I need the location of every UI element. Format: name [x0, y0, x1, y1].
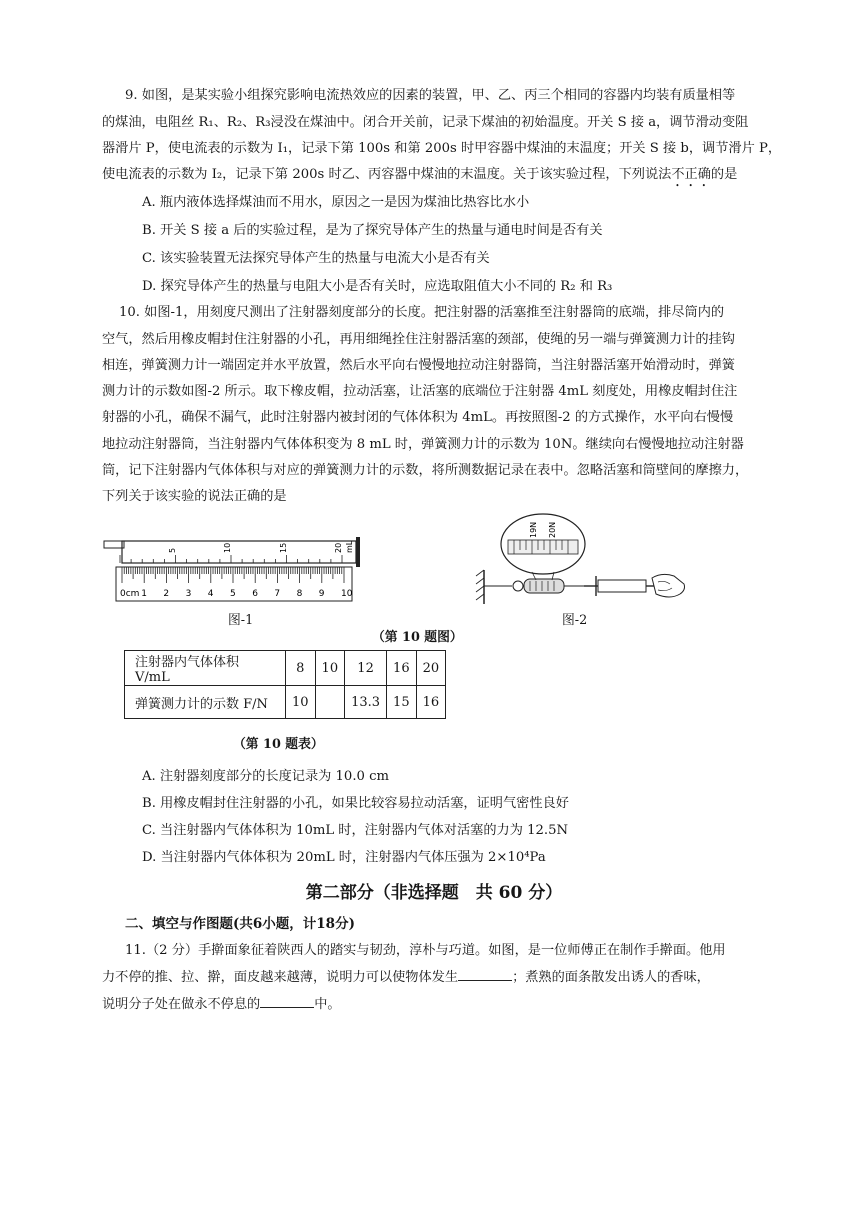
figure-caption: （第 10 题图） — [372, 630, 463, 645]
q9-option-c: C. 该实验装置无法探究导体产生的热量与电流大小是否有关 — [142, 251, 490, 266]
q9-line-2: 的煤油，电阻丝 R₁、R₂、R₃浸没在煤油中。闭合开关前，记录下煤油的初始温度。开关 S 接 a，调节滑动变阻 — [102, 115, 749, 130]
table-caption: （第 10 题表） — [233, 737, 324, 752]
ruler-tick-label: 0cm — [120, 589, 140, 599]
q10-line-7: 筒，记下注射器内气体体积与对应的弹簧测力计的示数，将所测数据记录在表中。忽略活塞和筒壁间的摩擦力， — [102, 463, 749, 478]
q9-line-4-c: 的是 — [710, 167, 738, 182]
ruler-tick-label: 1 — [141, 589, 147, 599]
q11-line-2-b: ；煮熟的面条散发出诱人的香味， — [512, 970, 710, 985]
q9-option-a: A. 瓶内液体选择煤油而不用水，原因之一是因为煤油比热容比水小 — [142, 195, 530, 210]
part-two-title: 第二部分（非选择题 共 60 分） — [305, 883, 563, 903]
q9-line-1: 9. 如图，是某实验小组探究影响电流热效应的因素的装置，甲、乙、丙三个相同的容器内均装有质量相等 — [125, 88, 736, 103]
q10-line-3: 相连，弹簧测力计一端固定并水平放置，然后水平向右慢慢地拉动注射器筒，当注射器活塞开始滑动时，弹簧 — [102, 358, 735, 373]
q11-line-1: 11.（2 分）手擀面象征着陕西人的踏实与韧劲，淳朴与巧道。如图，是一位师傅正在制作手擀面。他用 — [125, 943, 726, 958]
q10-line-6: 地拉动注射器筒，当注射器内气体体积变为 8 mL 时，弹簧测力计的示数为 10N。继续向右慢慢地拉动注射器 — [102, 437, 744, 452]
ruler-tick-label: 3 — [185, 589, 192, 599]
q10-line-4: 测力计的示数如图-2 所示。取下橡皮帽，拉动活塞，让活塞的底端位于注射器 4mL 刻度处，用橡皮帽封住注 — [102, 384, 738, 399]
q9-emphasis: 不正确 — [671, 167, 711, 182]
q11-line-3-a: 说明分子处在做永不停息的 — [102, 997, 261, 1012]
table-cell: 16 — [416, 686, 446, 719]
q10-option-b: B. 用橡皮帽封住注射器的小孔，如果比较容易拉动活塞，证明气密性良好 — [142, 796, 569, 811]
syringe-unit: mL — [345, 540, 354, 553]
table-cell: 15 — [387, 686, 417, 719]
row-header-force: 弹簧测力计的示数 F/N — [125, 686, 286, 719]
syringe-barrel-2 — [598, 580, 646, 592]
q10-data-table — [124, 650, 446, 719]
q10-option-c: C. 当注射器内气体体积为 10mL 时，注射器内气体对活塞的力为 12.5N — [142, 823, 569, 838]
table-cell — [315, 686, 345, 719]
table-cell: 12 — [345, 651, 387, 686]
magnified-scale — [508, 540, 578, 554]
answer-blank-2[interactable] — [260, 995, 314, 1008]
q10-line-1: 10. 如图-1，用刻度尺测出了注射器刻度部分的长度。把注射器的活塞推至注射器筒的底端，排尽筒内的 — [119, 305, 725, 320]
ruler-tick-label: 4 — [207, 589, 214, 599]
table-cell: 20 — [416, 651, 446, 686]
section-title: 二、填空与作图题(共6小题，计18分) — [125, 916, 355, 932]
figure-1-syringe-ruler — [100, 533, 370, 605]
answer-blank-1[interactable] — [458, 968, 512, 981]
q10-option-a: A. 注射器刻度部分的长度记录为 10.0 cm — [142, 769, 389, 784]
ruler-tick-label: 2 — [163, 589, 170, 599]
q9-option-b: B. 开关 S 接 a 后的实验过程，是为了探究导体产生的热量与通电时间是否有关 — [142, 223, 603, 238]
table-cell: 8 — [286, 651, 316, 686]
q11-line-3-b: 中。 — [314, 997, 341, 1012]
syringe-tick-10: 10 — [223, 542, 232, 553]
ruler-tick-label: 5 — [230, 589, 236, 599]
q10-line-5: 射器的小孔，确保不漏气，此时注射器内被封闭的气体体积为 4mL。再按照图-2 的方式操作，水平向右慢慢 — [102, 410, 734, 425]
syringe-tick-20: 20 — [334, 542, 343, 553]
figure-2-label: 图-2 — [562, 613, 588, 628]
table-cell: 13.3 — [345, 686, 387, 719]
q10-line-8: 下列关于该实验的说法正确的是 — [102, 489, 287, 504]
q9-option-d: D. 探究导体产生的热量与电阻大小是否有关时，应选取阻值大小不同的 R₂ 和 R₃ — [142, 279, 613, 294]
meter-tick-20n: 20N — [548, 521, 557, 538]
meter-tick-19n: 19N — [529, 521, 538, 538]
syringe-barrel — [122, 541, 356, 563]
ruler-tick-label: 7 — [274, 589, 281, 599]
syringe-tick-5: 5 — [168, 547, 177, 553]
row-header-volume: 注射器内气体体积 V/mL — [125, 651, 286, 686]
q9-line-3: 器滑片 P，使电流表的示数为 I₁，记录下第 100s 和第 200s 时甲容器中煤油的末温度；开关 S 接 b，调节滑片 P， — [102, 141, 782, 156]
q9-line-4-a: 使电流表的示数为 I₂，记录下第 200s 时乙、丙容器中煤油的末温度。关于该实验过程，下列说法 — [102, 167, 672, 182]
ruler-tick-label: 9 — [318, 589, 325, 599]
syringe-flange — [356, 537, 360, 567]
q11-line-3 — [102, 995, 341, 1015]
scale-ring — [513, 581, 523, 591]
ruler-tick-label: 10 — [341, 589, 353, 599]
table-cell: 10 — [286, 686, 316, 719]
table-cell: 10 — [315, 651, 345, 686]
table-row-force — [125, 686, 446, 719]
table-row-volume — [125, 651, 446, 686]
hand-icon — [652, 574, 685, 597]
figure-1-label: 图-1 — [228, 613, 254, 628]
syringe-tick-15: 15 — [279, 542, 288, 553]
figure-2-setup — [472, 510, 690, 606]
q11-line-2 — [102, 968, 710, 988]
ruler-tick-label: 8 — [296, 589, 303, 599]
ruler-tick-label: 6 — [252, 589, 258, 599]
q10-line-2: 空气，然后用橡皮帽封住注射器的小孔，再用细绳拴住注射器活塞的颈部，使绳的另一端与弹簧测力计的挂钩 — [102, 332, 735, 347]
q9-line-4 — [102, 165, 737, 190]
syringe-nozzle — [104, 541, 124, 548]
q11-line-2-a: 力不停的推、拉、擀，面皮越来越薄，说明力可以使物体发生 — [102, 970, 459, 985]
table-cell: 16 — [387, 651, 417, 686]
q10-option-d: D. 当注射器内气体体积为 20mL 时，注射器内气体压强为 2×10⁴Pa — [142, 850, 546, 865]
